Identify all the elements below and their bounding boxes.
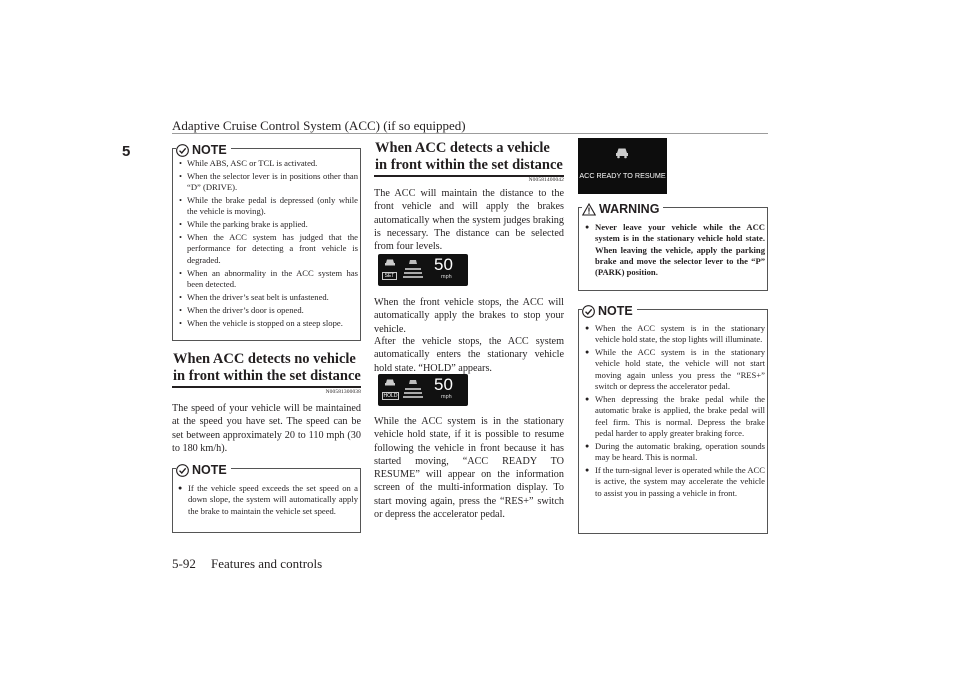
warning-triangle-icon xyxy=(582,203,596,216)
distance-bars-icon xyxy=(400,257,426,281)
note-label: NOTE xyxy=(598,304,633,318)
paragraph-1: The ACC will maintain the distance to the front vehicle and will apply the brakes automatically when the system judges braking is necessary. The distance can be selected from four levels. xyxy=(374,188,564,253)
section-heading-vehicle-detected: When ACC detects a vehicle in front within the set distance xyxy=(375,140,563,173)
car-icon xyxy=(384,377,396,387)
paragraph-2: When the front vehicle stops, the ACC will automatically apply the brakes to stop your vehicle. xyxy=(374,297,564,335)
acc-ready-message: ACC READY TO RESUME xyxy=(579,171,666,180)
distance-bars-icon xyxy=(400,377,426,401)
warning-title xyxy=(582,202,663,216)
check-note-icon xyxy=(176,144,189,157)
speed-unit: mph xyxy=(441,274,452,280)
note-title xyxy=(176,143,231,157)
check-note-icon xyxy=(176,464,189,477)
list-item: • When the ACC system has judged that the performance for detecting a front vehicle is degraded. xyxy=(178,232,358,266)
car-icon xyxy=(384,257,396,267)
list-item: • While ABS, ASC or TCL is activated. xyxy=(178,158,358,169)
section-body-no-vehicle: The speed of your vehicle will be maintained at the speed you have set. The speed can be set between approximately 20 to 110 mph (30 to 180 km/h). xyxy=(172,403,361,454)
note-list-3 xyxy=(585,323,765,500)
note-title xyxy=(176,463,231,477)
list-item: • When the driver’s door is opened. xyxy=(178,305,358,316)
warning-label: WARNING xyxy=(599,202,660,216)
car-icon xyxy=(614,146,630,159)
list-item: ● While the ACC system is in the stationary vehicle hold state, the vehicle will not start moving again unless you press the “RES+” switch or depress the accelerator pedal. xyxy=(585,347,765,392)
list-item: ● Never leave your vehicle while the ACC system is in the stationary vehicle hold state. When leaving the vehicle, apply the parking brake and move the selector lever to the “P” (PARK) position. xyxy=(585,222,765,278)
list-item: • While the brake pedal is depressed (only while the vehicle is moving). xyxy=(178,195,358,218)
list-item: • When the selector lever is in positions other than “D” (DRIVE). xyxy=(178,171,358,194)
section-rule xyxy=(172,386,361,388)
list-item: • When the vehicle is stopped on a steep slope. xyxy=(178,318,358,329)
paragraph-4: While the ACC system is in the stationary vehicle hold state, if it is possible to resume following the vehicle in front because it has started moving, “ACC READY TO RESUME” will appear on the information screen of the multi-information display. To start moving again, press the “RES+” switch or depress the accelerator pedal. xyxy=(374,416,564,521)
note-box-2 xyxy=(172,463,361,533)
warning-list xyxy=(585,222,765,280)
note-label: NOTE xyxy=(192,463,227,477)
speed-unit: mph xyxy=(441,394,452,400)
note-list-1 xyxy=(178,158,358,331)
note-box-1 xyxy=(172,143,361,341)
check-note-icon xyxy=(582,305,595,318)
list-item: • While the parking brake is applied. xyxy=(178,219,358,230)
paragraph-3: After the vehicle stops, the ACC system automatically enters the stationary vehicle hold state. “HOLD” appears. xyxy=(374,336,564,374)
section-code: N00581400042 xyxy=(528,177,564,183)
warning-box xyxy=(578,202,768,291)
header-rule xyxy=(172,133,768,134)
list-item: • When the driver’s seat belt is unfastened. xyxy=(178,292,358,303)
list-item: • When an abnormality in the ACC system has been detected. xyxy=(178,268,358,291)
section-code: N00581300038 xyxy=(325,389,361,395)
list-item: ● If the vehicle speed exceeds the set speed on a down slope, the system will automatically apply the brake to maintain the vehicle set speed. xyxy=(178,483,358,517)
note-box-3 xyxy=(578,304,768,534)
list-item: ● During the automatic braking, operation sounds may be heard. This is normal. xyxy=(585,441,765,464)
set-badge: SET xyxy=(382,272,397,280)
chapter-number: 5 xyxy=(122,143,131,160)
note-title xyxy=(582,304,637,318)
note-list-2 xyxy=(178,483,358,518)
footer-page-number: 5-92 xyxy=(172,556,196,571)
hold-badge: HOLD xyxy=(383,393,398,399)
speed-readout: 50 xyxy=(434,255,453,274)
section-heading-no-vehicle: When ACC detects no vehicle in front within the set distance xyxy=(173,351,361,384)
mid-display-set xyxy=(378,254,468,286)
list-item: ● When depressing the brake pedal while the automatic brake is applied, the brake pedal will feel firm. This is normal. Depress the brake pedal harder to apply greater braking force. xyxy=(585,394,765,439)
mid-display-hold xyxy=(378,374,468,406)
note-label: NOTE xyxy=(192,143,227,157)
footer-section-name: Features and controls xyxy=(211,556,323,571)
list-item: ● When the ACC system is in the stationary vehicle hold state, the stop lights will illuminate. xyxy=(585,323,765,346)
acc-ready-display xyxy=(578,138,667,194)
list-item: ● If the turn-signal lever is operated while the ACC is active, the system may accelerate the vehicle to assist you in passing a vehicle in front. xyxy=(585,465,765,499)
page-header-title: Adaptive Cruise Control System (ACC) (if so equipped) xyxy=(172,118,466,133)
speed-readout: 50 xyxy=(434,375,453,394)
